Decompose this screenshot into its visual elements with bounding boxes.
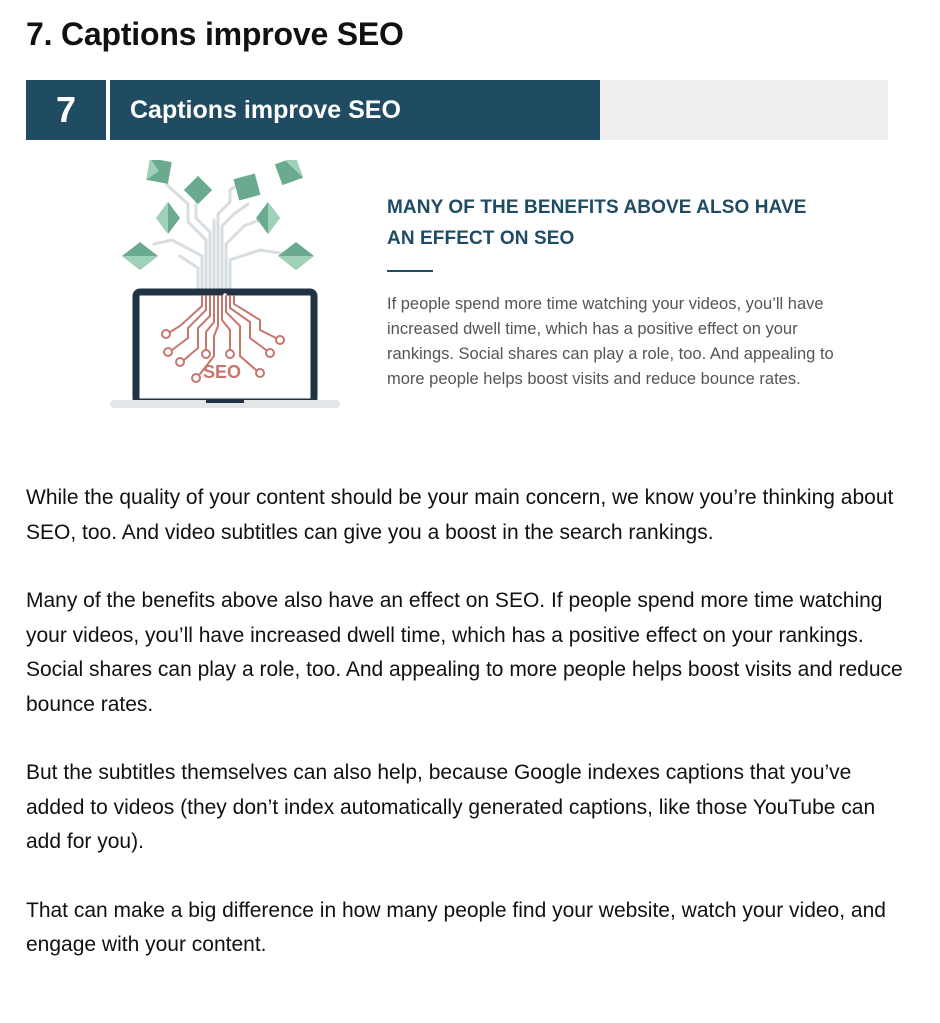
paragraph: While the quality of your content should be your main concern, we know you’re thinking about SEO, too. And video subtitles can give you a boost in the search rankings. bbox=[26, 486, 894, 544]
leaf-icon bbox=[268, 202, 280, 234]
infographic-text: If people spend more time watching your videos, you’ll have increased dwell time, which has a positive effect on your rankings. Social shares can play a role, too. And appealing to more people helps boost visits and reduce bounce rates. bbox=[387, 295, 834, 388]
paragraph: That can make a big difference in how many people find your website, watch your video, and engage with your content. bbox=[26, 898, 886, 956]
paragraph: Many of the benefits above also have an effect on SEO. If people spend more time watching your videos, you’ll have increased dwell time, which has a positive effect on your rankings. Social shares can play a role, too. And appealing to more people helps boost visits and reduce bounce rates. bbox=[26, 589, 903, 716]
banner-title: Captions improve SEO bbox=[110, 80, 600, 140]
heading-underline bbox=[387, 270, 433, 272]
laptop-seo-tree-icon bbox=[110, 160, 340, 410]
infographic-banner bbox=[26, 80, 888, 140]
leaf-icon bbox=[278, 256, 314, 270]
leaf-icon bbox=[122, 256, 158, 270]
tree-branches bbox=[154, 182, 300, 290]
laptop-notch bbox=[206, 400, 244, 403]
leaf-icon bbox=[184, 176, 212, 204]
article-body bbox=[26, 481, 906, 997]
leaf-icon bbox=[156, 202, 168, 234]
seo-label: SEO bbox=[202, 362, 242, 382]
leaf-icon bbox=[234, 174, 261, 201]
seo-infographic bbox=[26, 80, 888, 420]
infographic-heading: MANY OF THE BENEFITS ABOVE ALSO HAVE AN EFFECT ON SEO bbox=[387, 197, 807, 249]
banner-number: 7 bbox=[26, 80, 106, 140]
paragraph: But the subtitles themselves can also help, because Google indexes captions that you’ve added to videos (they don’t index automatically generated captions, like those YouTube can add for you). bbox=[26, 761, 876, 853]
page-title: 7. Captions improve SEO bbox=[26, 16, 404, 52]
